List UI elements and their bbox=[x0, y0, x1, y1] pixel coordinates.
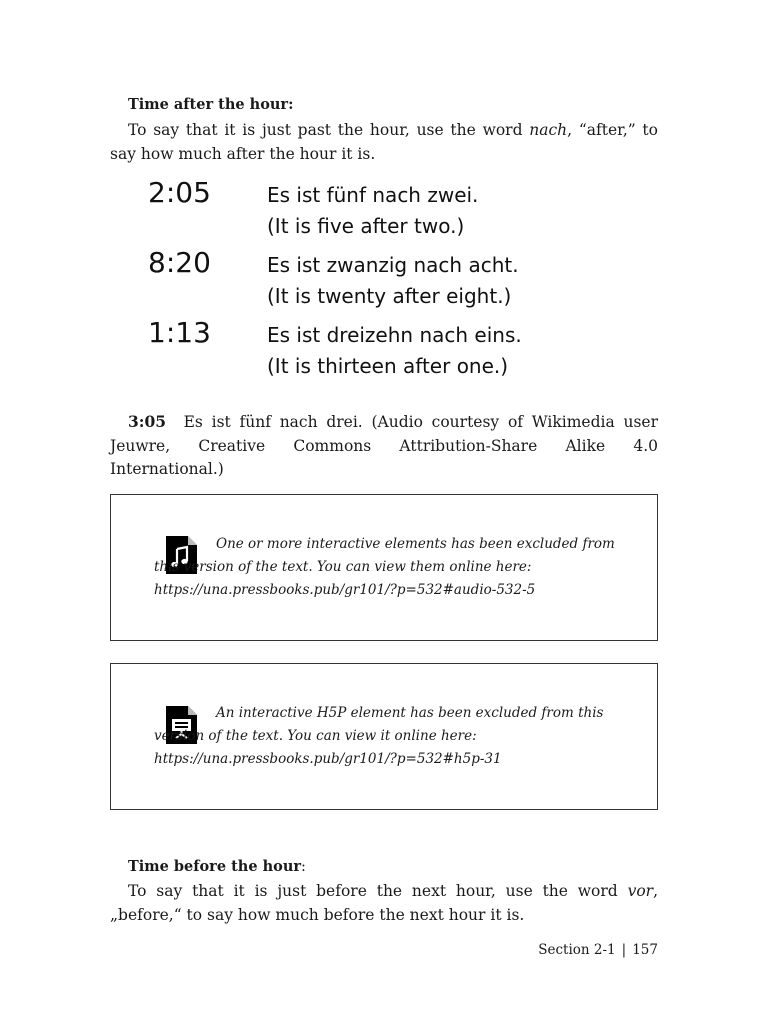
time-examples bbox=[148, 176, 608, 386]
excluded-h5p-text: An interactive H5P element has been excluded from this version of the text. You can view it online here: https://una.pressbooks.pub/gr101/?p=532#h5p-31 bbox=[154, 705, 604, 767]
section-heading-after: Time after the hour: bbox=[128, 96, 294, 113]
excluded-h5p-box bbox=[110, 663, 658, 810]
clock-time: 8:20 bbox=[148, 246, 211, 279]
german-sentence: Es ist fünf nach zwei. bbox=[267, 183, 479, 207]
time-example bbox=[148, 176, 608, 246]
german-sentence: Es ist dreizehn nach eins. bbox=[267, 323, 522, 347]
section-heading-before: Time before the hour: bbox=[128, 858, 306, 875]
english-translation: (It is twenty after eight.) bbox=[267, 284, 512, 308]
time-example bbox=[148, 246, 608, 316]
audio-time: 3:05 bbox=[128, 412, 167, 431]
page-number: 157 bbox=[632, 942, 658, 958]
footer-section: Section 2-1 bbox=[538, 942, 616, 958]
intro-paragraph-before: To say that it is just before the next hour, use the word vor, „before,“ to say how much before the next hour it is. bbox=[110, 882, 658, 924]
page-footer bbox=[538, 942, 658, 958]
keyword-vor: vor bbox=[627, 882, 654, 900]
clock-time: 1:13 bbox=[148, 316, 211, 349]
time-example bbox=[148, 316, 608, 386]
excluded-audio-text: One or more interactive elements has been excluded from this version of the text. You can view them online here: https://una.pressbooks.pub/gr101/?p=532#audio-532-5 bbox=[154, 536, 615, 598]
keyword-nach: nach bbox=[529, 121, 568, 139]
excluded-audio-box bbox=[110, 494, 658, 641]
intro-paragraph-after: To say that it is just past the hour, use the word nach, “after,” to say how much after the hour it is. bbox=[110, 121, 658, 163]
clock-time: 2:05 bbox=[148, 176, 211, 209]
english-translation: (It is thirteen after one.) bbox=[267, 354, 509, 378]
footer-separator: | bbox=[621, 942, 627, 958]
english-translation: (It is five after two.) bbox=[267, 214, 465, 238]
german-sentence: Es ist zwanzig nach acht. bbox=[267, 253, 519, 277]
audio-note-paragraph: 3:05 Es ist fünf nach drei. (Audio courtesy of Wikimedia user Jeuwre, Creative Commons Attribution-Share Alike 4.0 International.) bbox=[110, 412, 658, 478]
